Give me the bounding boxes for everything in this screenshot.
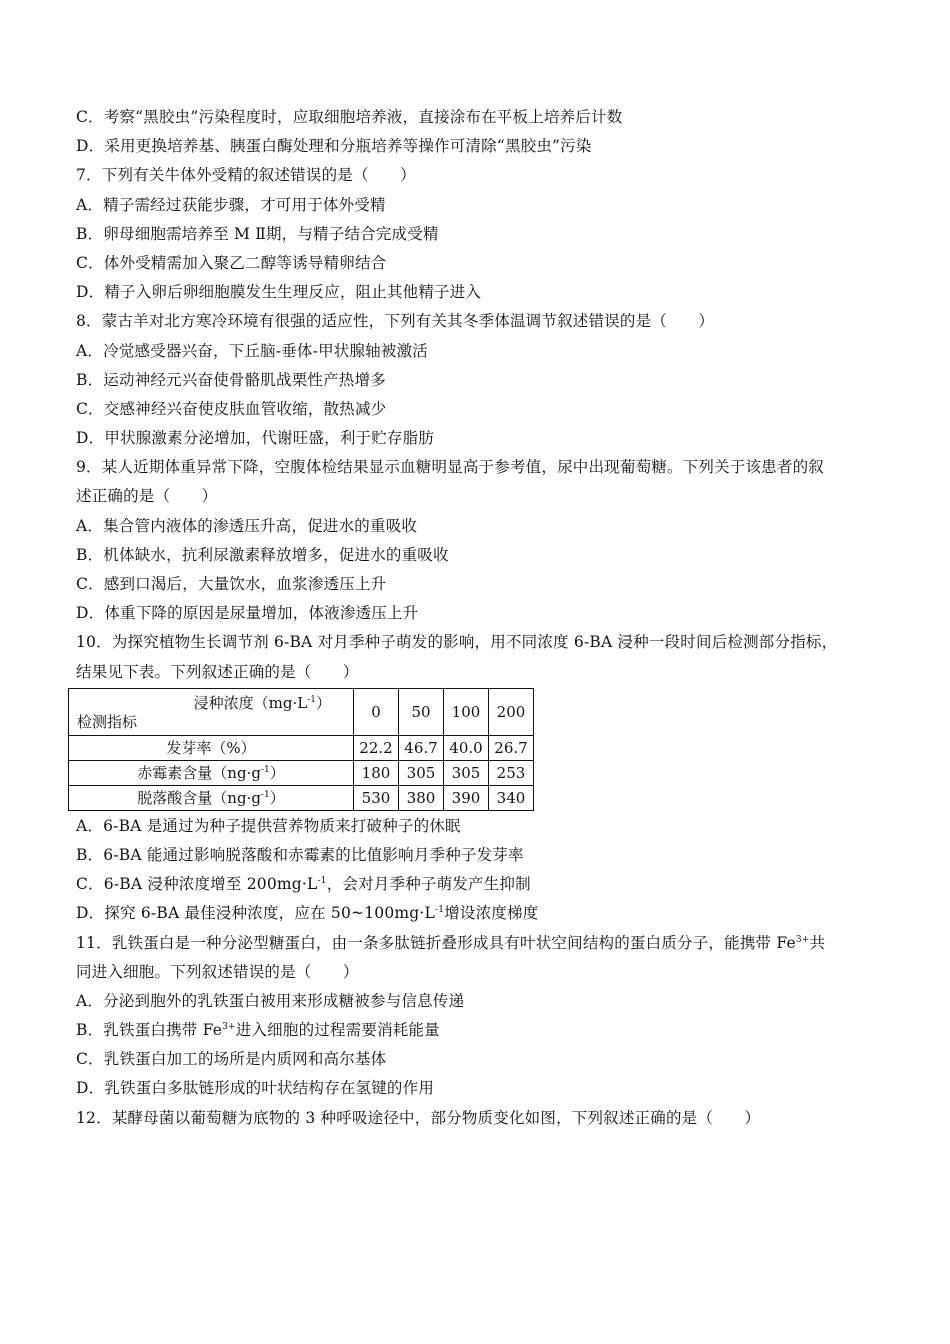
option-b-q11: B．乳铁蛋白携带 $Fe^{3+}$进入细胞的过程需要消耗能量 bbox=[76, 1021, 440, 1040]
table-cell: 390 bbox=[444, 785, 489, 810]
table-row bbox=[69, 785, 534, 810]
option-d-q6: D．采用更换培养基、胰蛋白酶处理和分瓶培养等操作可清除“黑胶虫”污染 bbox=[76, 137, 592, 156]
option-c-q7: C．体外受精需加入聚乙二醇等诱导精卵结合 bbox=[76, 253, 387, 272]
option-c-q11: C．乳铁蛋白加工的场所是内质网和高尔基体 bbox=[76, 1050, 387, 1069]
row-label: 脱落酸含量$(ng\cdot g^{-1})$ bbox=[69, 785, 354, 810]
option-a-q7: A．精子需经过获能步骤，才可用于体外受精 bbox=[76, 195, 386, 214]
question-10-stem-line2: 结果见下表。下列叙述正确的是（ ） bbox=[76, 662, 359, 681]
table-cell: 380 bbox=[399, 785, 444, 810]
option-d-q8: D．甲状腺激素分泌增加，代谢旺盛，利于贮存脂肪 bbox=[76, 429, 435, 448]
question-7-stem: 7．下列有关牛体外受精的叙述错误的是（ ） bbox=[76, 166, 416, 185]
column-header: 100 bbox=[444, 688, 489, 735]
option-a-q11: A．分泌到胞外的乳铁蛋白被用来形成糖被参与信息传递 bbox=[76, 991, 465, 1010]
option-a-q9: A．集合管内液体的渗透压升高，促进水的重吸收 bbox=[76, 516, 418, 535]
table-cell: 305 bbox=[444, 760, 489, 785]
option-d-q10: D．探究 6-BA 最佳浸种浓度，应在 $50\sim 100mg\cdot L^{-1}$增设浓度梯度 bbox=[76, 904, 539, 923]
column-header: 0 bbox=[354, 688, 399, 735]
option-c-q6: C．考察“黑胶虫”污染程度时，应取细胞培养液，直接涂布在平板上培养后计数 bbox=[76, 108, 623, 126]
column-header: 50 bbox=[399, 688, 444, 735]
table-cell: 530 bbox=[354, 785, 399, 810]
row-label: 赤霉素含量$(ng\cdot g^{-1})$ bbox=[69, 760, 354, 785]
table-header-row bbox=[69, 688, 534, 735]
question-9-stem-line2: 述正确的是（ ） bbox=[76, 487, 218, 506]
option-d-q9: D．体重下降的原因是尿量增加，体液渗透压上升 bbox=[76, 604, 419, 623]
table-cell: 180 bbox=[354, 760, 399, 785]
option-b-q8: B．运动神经元兴奋使骨骼肌战栗性产热增多 bbox=[76, 370, 386, 389]
option-a-q8: A．冷觉感受器兴奋，下丘脑-垂体-甲状腺轴被激活 bbox=[76, 341, 428, 360]
question-11-stem-line2: 同进入细胞。下列叙述错误的是（ ） bbox=[76, 962, 359, 981]
option-b-q10: B．6-BA 能通过影响脱落酸和赤霉素的比值影响月季种子发芽率 bbox=[76, 845, 524, 864]
question-8-stem: 8．蒙古羊对北方寒冷环境有很强的适应性，下列有关其冬季体温调节叙述错误的是（ ） bbox=[76, 312, 715, 331]
table-cell: 340 bbox=[489, 785, 534, 810]
question-10-stem-line1: 10．为探究植物生长调节剂 6-BA 对月季种子萌发的影响，用不同浓度 6-BA 浸种一段时间后检测部分指标， bbox=[76, 633, 838, 652]
results-table bbox=[68, 688, 534, 811]
option-b-q9: B．机体缺水，抗利尿激素释放增多，促进水的重吸收 bbox=[76, 545, 449, 564]
header-concentration: 浸种浓度$(mg\cdot L^{-1})$ bbox=[193, 693, 331, 712]
option-d-q7: D．精子入卵后卵细胞膜发生生理反应，阻止其他精子进入 bbox=[76, 283, 482, 302]
question-11-stem-line1: 11．乳铁蛋白是一种分泌型糖蛋白，由一条多肽链折叠形成具有叶状空间结构的蛋白质分子，能携带 $Fe^{3+}$共 bbox=[76, 933, 826, 952]
table-corner-header bbox=[69, 688, 354, 735]
question-9-stem-line1: 9．某人近期体重异常下降，空腹体检结果显示血糖明显高于参考值，尿中出现葡萄糖。下列关于该患者的叙 bbox=[76, 458, 824, 477]
header-indicator: 检测指标 bbox=[77, 712, 138, 731]
column-header: 200 bbox=[489, 688, 534, 735]
table-cell: 46.7 bbox=[399, 735, 444, 760]
option-a-q10: A．6-BA 是通过为种子提供营养物质来打破种子的休眠 bbox=[76, 816, 461, 835]
table-cell: 253 bbox=[489, 760, 534, 785]
table-row bbox=[69, 760, 534, 785]
option-c-q9: C．感到口渴后，大量饮水，血浆渗透压上升 bbox=[76, 575, 387, 593]
table-cell: 40.0 bbox=[444, 735, 489, 760]
table-cell: 26.7 bbox=[489, 735, 534, 760]
question-12-stem: 12．某酵母菌以葡萄糖为底物的 3 种呼吸途径中，部分物质变化如图，下列叙述正确的是（ ） bbox=[76, 1108, 761, 1127]
table-row bbox=[69, 735, 534, 760]
row-label: 发芽率（%） bbox=[69, 735, 354, 760]
table-cell: 22.2 bbox=[354, 735, 399, 760]
option-b-q7: B．卵母细胞需培养至 M Ⅱ期，与精子结合完成受精 bbox=[76, 224, 439, 243]
option-c-q10: C．6-BA 浸种浓度增至 $200mg\cdot L^{-1}$，会对月季种子萌发产生抑制 bbox=[76, 875, 531, 894]
table-cell: 305 bbox=[399, 760, 444, 785]
option-d-q11: D．乳铁蛋白多肽链形成的叶状结构存在氢键的作用 bbox=[76, 1079, 435, 1098]
exam-page bbox=[76, 103, 888, 1133]
option-c-q8: C．交感神经兴奋使皮肤血管收缩，散热减少 bbox=[76, 399, 387, 418]
